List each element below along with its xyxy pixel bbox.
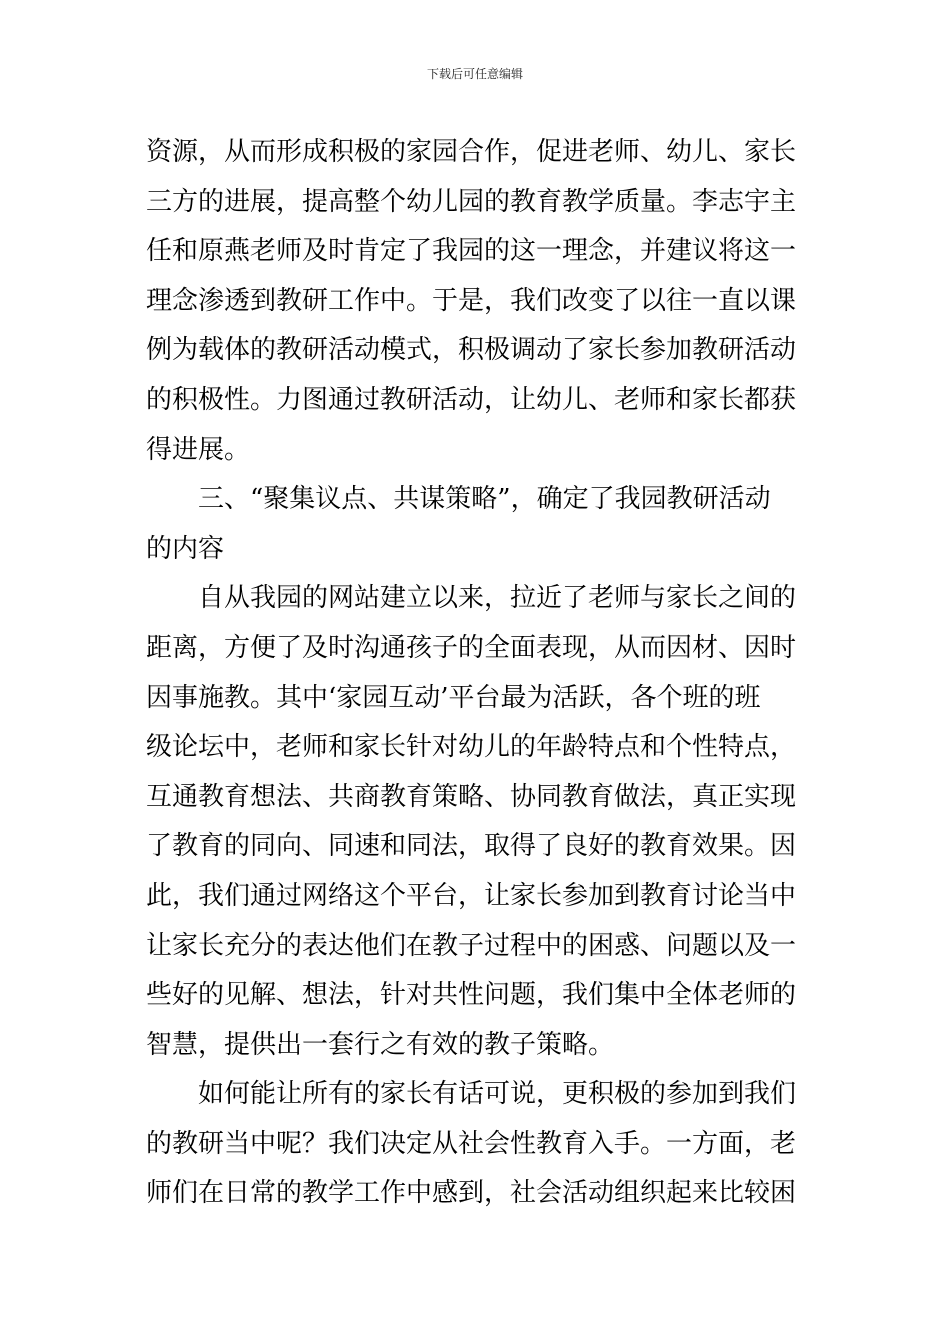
- text-line: 自从我园的网站建立以来，拉近了老师与家长之间的: [198, 583, 797, 614]
- text-line: 三方的进展，提高整个幼儿园的教育教学质量。李志宇主: [146, 186, 797, 217]
- text-line: 些好的见解、想法，针对共性问题，我们集中全体老师的: [146, 980, 797, 1011]
- body-text: [146, 128, 810, 1219]
- text-line: 师们在日常的教学工作中感到，社会活动组织起来比较困: [146, 1178, 797, 1209]
- text-line: 因事施教。其中‘家园互动’平台最为活跃，各个班的班: [146, 682, 761, 713]
- text-line: 距离，方便了及时沟通孩子的全面表现，从而因材、因时: [146, 632, 797, 663]
- text-line: 的内容: [146, 533, 225, 564]
- text-line: 智慧，提供出一套行之有效的教子策略。: [146, 1029, 615, 1060]
- text-line: 例为载体的教研活动模式，积极调动了家长参加教研活动: [146, 335, 797, 366]
- text-line: 让家长充分的表达他们在教子过程中的困惑、问题以及一: [146, 930, 797, 961]
- text-line: 的积极性。力图通过教研活动，让幼儿、老师和家长都获: [146, 384, 797, 415]
- text-line: 级论坛中，老师和家长针对幼儿的年龄特点和个性特点，: [146, 732, 797, 763]
- text-line: 任和原燕老师及时肯定了我园的这一理念，并建议将这一: [146, 236, 797, 267]
- text-line: 了教育的同向、同速和同法，取得了良好的教育效果。因: [146, 831, 797, 862]
- text-line: 如何能让所有的家长有话可说，更积极的参加到我们: [198, 1079, 797, 1110]
- text-line: 的教研当中呢？我们决定从社会性教育入手。一方面，老: [146, 1128, 797, 1159]
- text-line: 此，我们通过网络这个平台，让家长参加到教育讨论当中: [146, 880, 797, 911]
- text-line: 三、“聚集议点、共谋策略”，确定了我园教研活动: [198, 484, 771, 515]
- text-line: 理念渗透到教研工作中。于是，我们改变了以往一直以课: [146, 285, 797, 316]
- page-header: 下载后可任意编辑: [426, 67, 523, 81]
- text-line: 资源，从而形成积极的家园合作，促进老师、幼儿、家长: [146, 137, 797, 167]
- text-line: 得进展。: [146, 434, 251, 465]
- text-line: 互通教育想法、共商教育策略、协同教育做法，真正实现: [146, 781, 797, 812]
